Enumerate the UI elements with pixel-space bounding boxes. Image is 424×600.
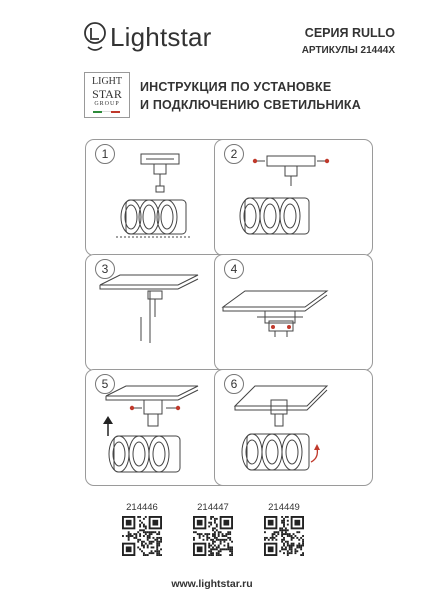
flag-red-stripe: [111, 111, 120, 113]
qr-code-icon[interactable]: [193, 516, 233, 556]
article-range: АРТИКУЛЫ 21444X: [301, 45, 395, 56]
website-link[interactable]: www.lightstar.ru: [171, 578, 253, 590]
step-4-panel: [214, 254, 373, 371]
step-4-illustration: [215, 255, 372, 370]
instruction-title-line-2: И ПОДКЛЮЧЕНИЮ СВЕТИЛЬНИКА: [140, 98, 361, 112]
instruction-title-line-1: ИНСТРУКЦИЯ ПО УСТАНОВКЕ: [140, 80, 332, 94]
lightstar-logo-icon: [82, 20, 108, 54]
step-2-number: 2: [224, 144, 244, 164]
badge-line-1: LIGHT: [92, 76, 122, 87]
step-6-panel: [214, 369, 373, 486]
step-3-number: 3: [95, 259, 115, 279]
step-6-illustration: [215, 370, 372, 485]
series-name: СЕРИЯ RULLO: [304, 26, 395, 40]
badge-line-2: STAR: [92, 87, 122, 101]
article-code-2: 214447: [197, 502, 229, 513]
qr-code-icon[interactable]: [264, 516, 304, 556]
flag-green-stripe: [93, 111, 102, 113]
qr-code-icon[interactable]: [122, 516, 162, 556]
step-5-number: 5: [95, 374, 115, 394]
step-1-number: 1: [95, 144, 115, 164]
step-4-number: 4: [224, 259, 244, 279]
step-2-panel: [214, 139, 373, 256]
step-6-number: 6: [224, 374, 244, 394]
lightstar-group-badge: [84, 72, 130, 118]
article-code-1: 214446: [126, 502, 158, 513]
article-code-3: 214449: [268, 502, 300, 513]
badge-line-3: GROUP: [94, 101, 120, 107]
flag-white-stripe: [102, 111, 111, 114]
step-2-illustration: [215, 140, 372, 255]
brand-wordmark: Lightstar: [110, 22, 212, 52]
